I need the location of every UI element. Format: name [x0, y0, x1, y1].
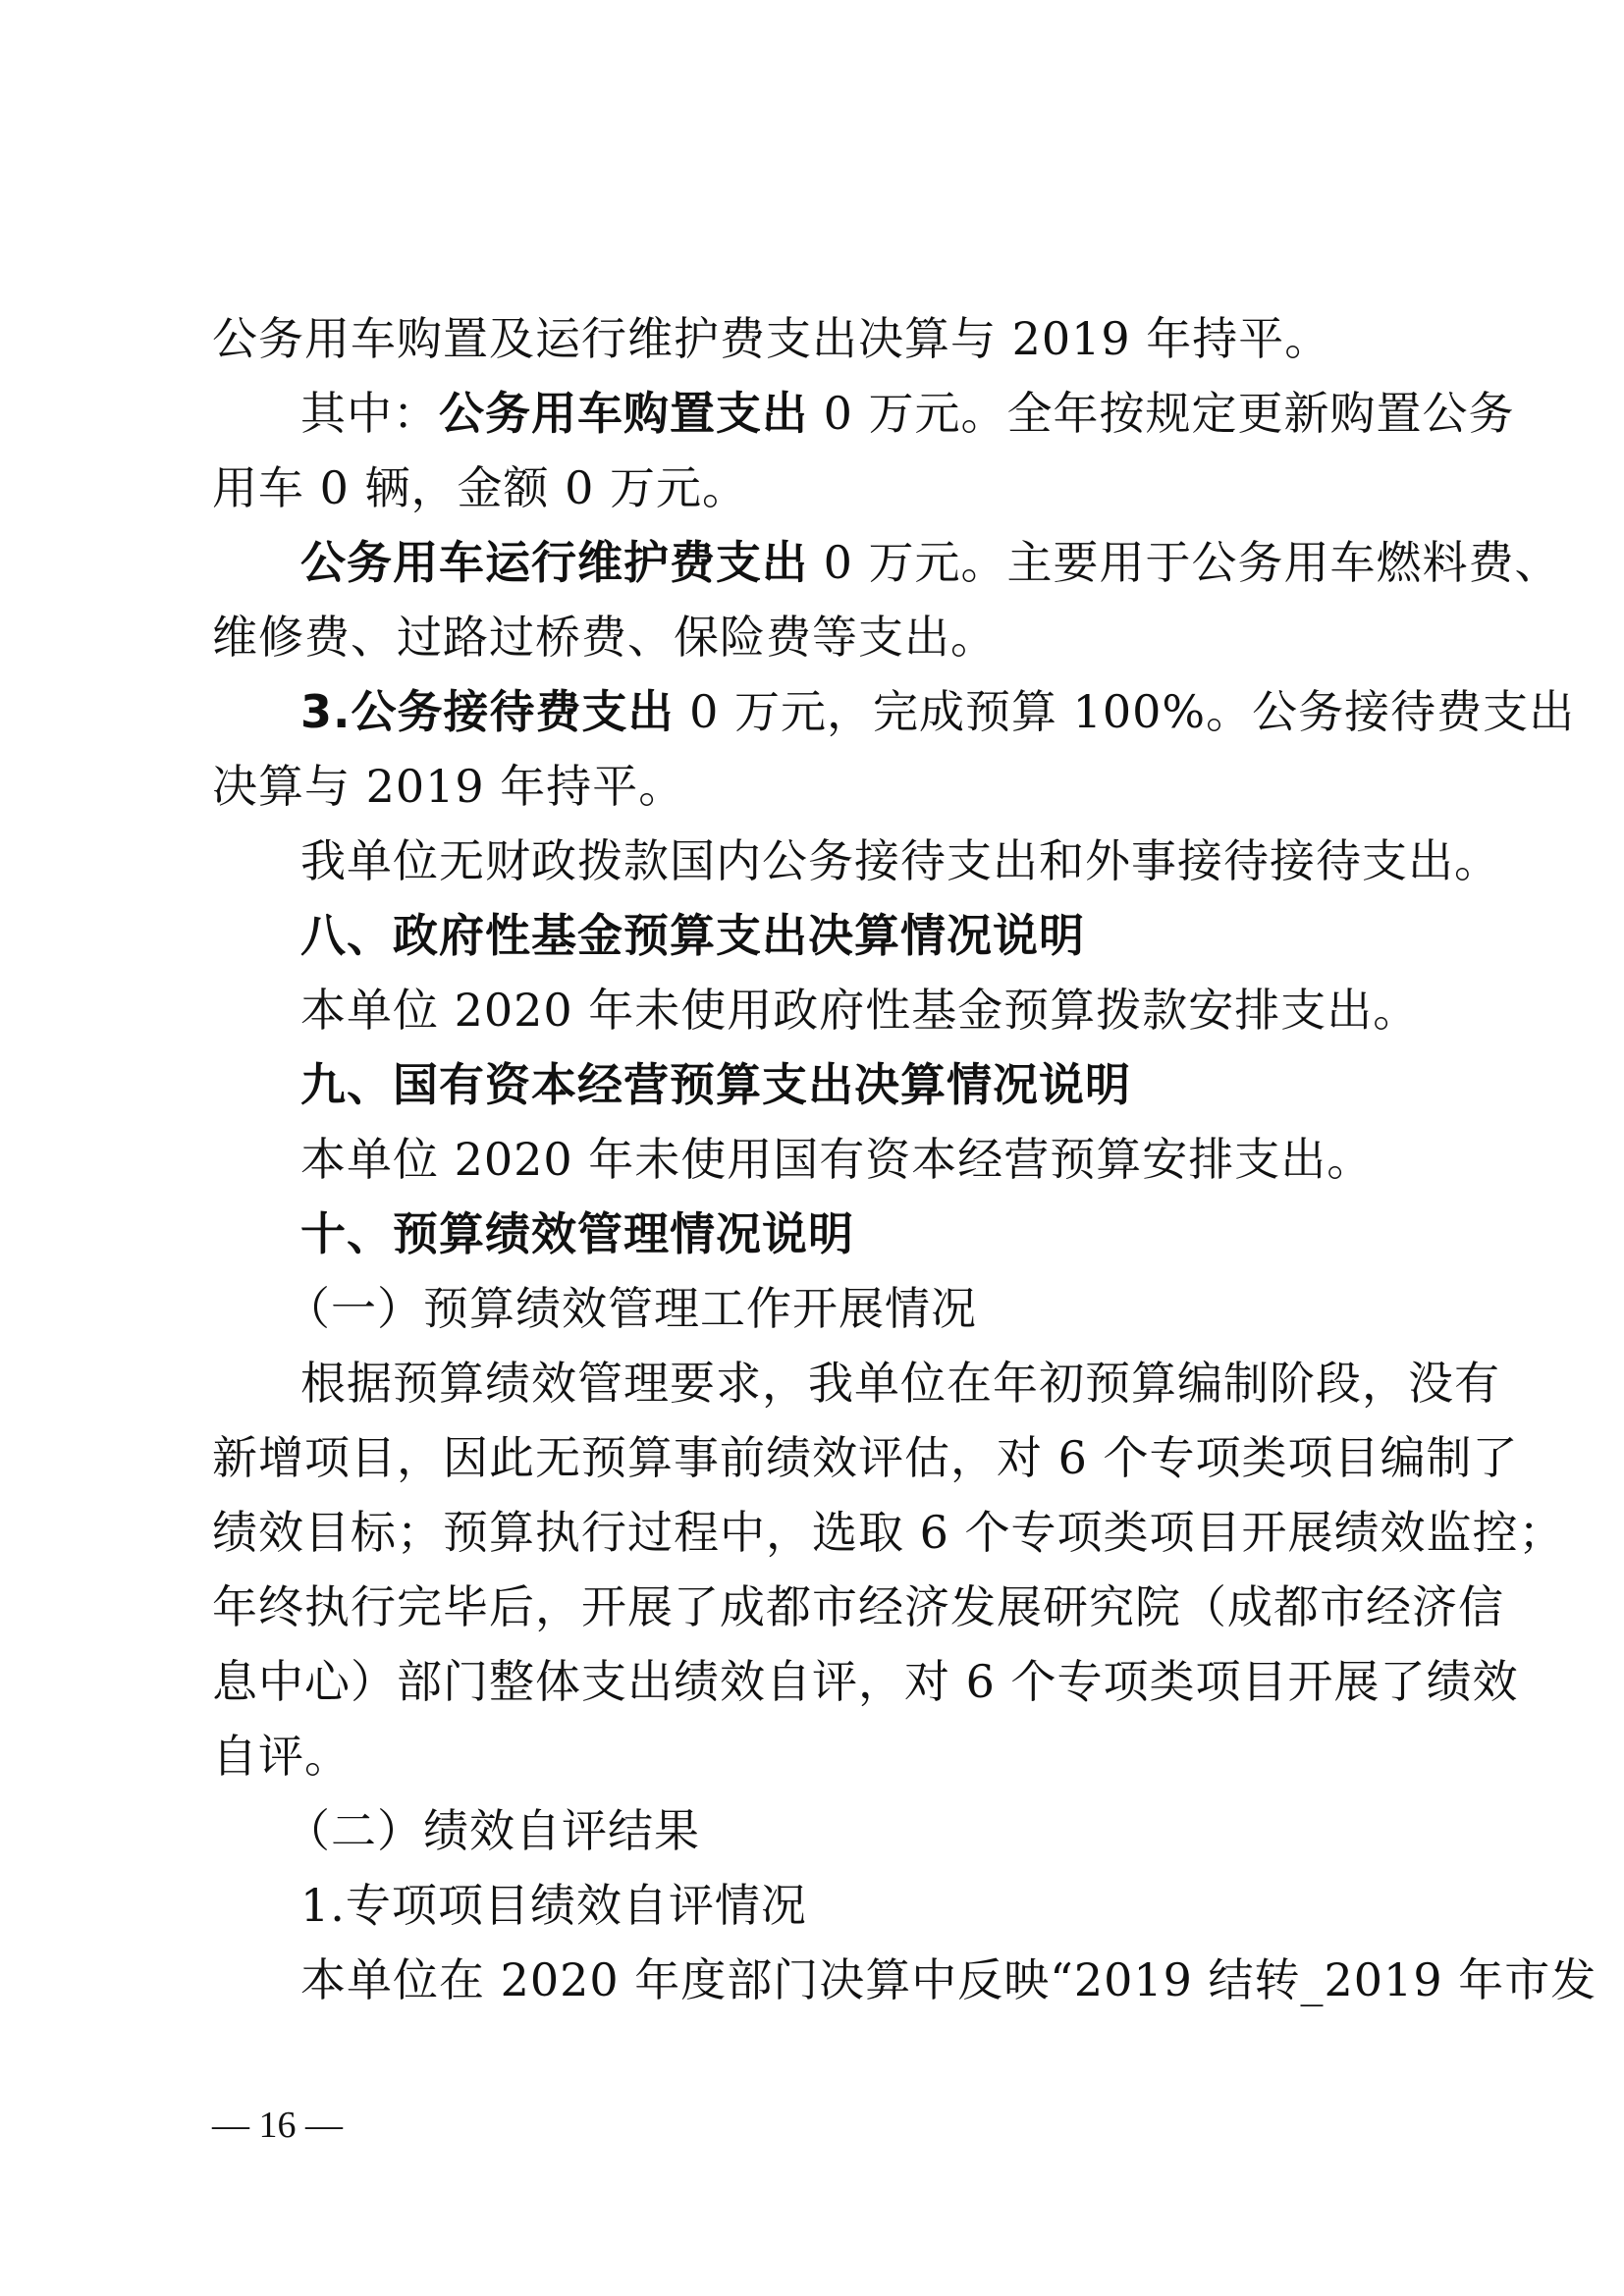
text-run: 0 万元。主要用于公务用车燃料费、 — [808, 536, 1561, 589]
subsection-heading: 1.专项项目绩效自评情况 — [300, 1879, 807, 1932]
paragraph-line: 息中心）部门整体支出绩效自评，对 6 个专项类项目开展了绩效 — [212, 1655, 1519, 1708]
section-heading: 九、国有资本经营预算支出决算情况说明 — [300, 1058, 1131, 1111]
paragraph-line: 自评。 — [212, 1730, 351, 1783]
paragraph-line — [300, 387, 1515, 440]
text-run: 0 万元，完成预算 100%。公务接待费支出 — [674, 685, 1576, 738]
subsection-heading: （二）绩效自评结果 — [285, 1804, 700, 1857]
section-heading: 十、预算绩效管理情况说明 — [300, 1207, 854, 1260]
text-label: 其中： — [300, 387, 439, 440]
page-number: — 16 — — [212, 2105, 343, 2146]
text-run: 0 万元。全年按规定更新购置公务 — [808, 387, 1515, 440]
paragraph-line: 本单位 2020 年未使用国有资本经营预算安排支出。 — [300, 1133, 1374, 1186]
subsection-heading: （一）预算绩效管理工作开展情况 — [285, 1282, 977, 1335]
paragraph-line: 本单位 2020 年未使用政府性基金预算拨款安排支出。 — [300, 984, 1420, 1037]
paragraph-line: 年终执行完毕后，开展了成都市经济发展研究院（成都市经济信 — [212, 1580, 1504, 1633]
paragraph-line: 维修费、过路过桥费、保险费等支出。 — [212, 611, 997, 664]
bold-term: 3.公务接待费支出 — [300, 685, 675, 738]
paragraph-line: 公务用车购置及运行维护费支出决算与 2019 年持平。 — [212, 312, 1331, 365]
paragraph-line: 我单位无财政拨款国内公务接待支出和外事接待接待支出。 — [300, 834, 1500, 887]
paragraph-line: 用车 0 辆，金额 0 万元。 — [212, 461, 749, 514]
bold-term: 公务用车运行维护费支出 — [300, 536, 808, 589]
bold-term: 公务用车购置支出 — [439, 387, 808, 440]
paragraph-line — [300, 536, 1561, 589]
paragraph-line: 根据预算绩效管理要求，我单位在年初预算编制阶段，没有 — [300, 1357, 1500, 1410]
section-heading: 八、政府性基金预算支出决算情况说明 — [300, 909, 1085, 962]
paragraph-line: 绩效目标；预算执行过程中，选取 6 个专项类项目开展绩效监控； — [212, 1506, 1565, 1559]
paragraph-line — [300, 685, 1576, 738]
paragraph-line: 新增项目，因此无预算事前绩效评估，对 6 个专项类项目编制了 — [212, 1431, 1519, 1484]
paragraph-line: 决算与 2019 年持平。 — [212, 760, 685, 813]
paragraph-line: 本单位在 2020 年度部门决算中反映“2019 结转_2019 年市发 — [300, 1953, 1597, 2006]
